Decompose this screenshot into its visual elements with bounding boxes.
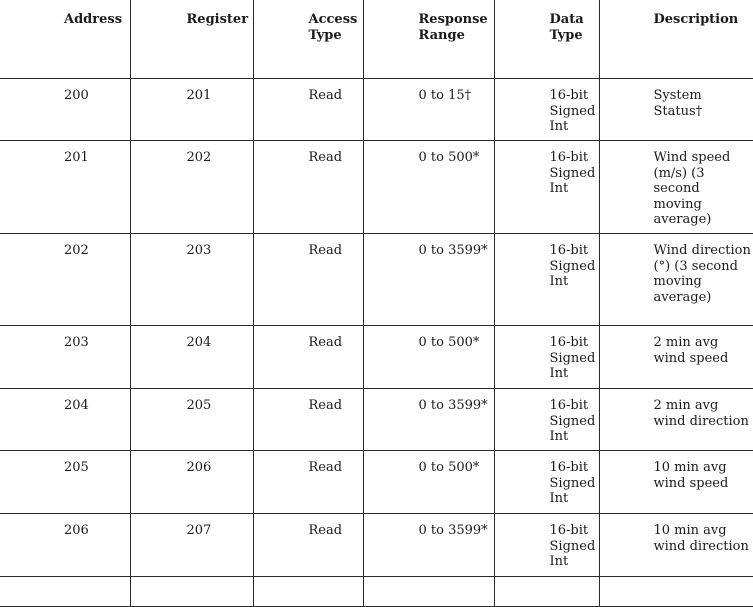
table-row [0, 514, 753, 577]
cell-empty [363, 577, 494, 607]
cell-response-range: 0 to 3599* [363, 389, 494, 451]
cell-response-range: 0 to 500* [363, 451, 494, 514]
cell-response-range: 0 to 500* [363, 141, 494, 234]
cell-response-range: 0 to 15† [363, 79, 494, 141]
header-description-label: Description [600, 12, 753, 28]
header-description [599, 0, 753, 79]
cell-address: 205 [0, 451, 130, 514]
header-access-line1: Access [309, 12, 358, 27]
cell-access-type: Read [253, 79, 363, 141]
header-register-label: Register [131, 12, 253, 28]
cell-address: 200 [0, 79, 130, 141]
cell-register: 201 [130, 79, 253, 141]
header-access-type [253, 0, 363, 79]
header-address-label: Address [0, 12, 130, 28]
cell-register: 203 [130, 234, 253, 326]
cell-access-type: Read [253, 451, 363, 514]
cell-data-type: 16-bit Signed Int [494, 451, 599, 514]
header-response-range [363, 0, 494, 79]
cell-data-type: 16-bit Signed Int [494, 389, 599, 451]
cell-access-type: Read [253, 234, 363, 326]
header-datatype-line2: Type [550, 28, 583, 43]
header-address [0, 0, 130, 79]
table-row [0, 451, 753, 514]
cell-description: 2 min avg wind speed [599, 326, 753, 389]
cell-register: 206 [130, 451, 253, 514]
cell-data-type: 16-bit Signed Int [494, 141, 599, 234]
cell-register: 202 [130, 141, 253, 234]
cell-data-type: 16-bit Signed Int [494, 234, 599, 326]
header-datatype-line1: Data [550, 12, 584, 27]
cell-address: 206 [0, 514, 130, 577]
table-body [0, 79, 753, 607]
cell-access-type: Read [253, 389, 363, 451]
table-row [0, 79, 753, 141]
cell-response-range: 0 to 500* [363, 326, 494, 389]
cell-address: 202 [0, 234, 130, 326]
cell-description: Wind direction (°) (3 second moving average) [599, 234, 753, 326]
cell-register: 205 [130, 389, 253, 451]
cell-register: 204 [130, 326, 253, 389]
cell-response-range: 0 to 3599* [363, 234, 494, 326]
cell-access-type: Read [253, 141, 363, 234]
cell-empty [130, 577, 253, 607]
cell-data-type: 16-bit Signed Int [494, 326, 599, 389]
cell-empty [599, 577, 753, 607]
cell-description: System Status† [599, 79, 753, 141]
table-row [0, 141, 753, 234]
header-register [130, 0, 253, 79]
header-response-line1: Response [419, 12, 488, 27]
table-row [0, 326, 753, 389]
cell-description: Wind speed (m/s) (3 second moving average) [599, 141, 753, 234]
cell-description: 10 min avg wind direction [599, 514, 753, 577]
header-data-type [494, 0, 599, 79]
cell-empty [494, 577, 599, 607]
cell-access-type: Read [253, 326, 363, 389]
cell-address: 201 [0, 141, 130, 234]
cell-description: 2 min avg wind direction [599, 389, 753, 451]
header-row [0, 0, 753, 79]
header-response-line2: Range [419, 28, 465, 43]
cell-description: 10 min avg wind speed [599, 451, 753, 514]
cell-data-type: 16-bit Signed Int [494, 514, 599, 577]
cell-data-type: 16-bit Signed Int [494, 79, 599, 141]
table-header [0, 0, 753, 79]
cell-register: 207 [130, 514, 253, 577]
header-access-line2: Type [309, 28, 342, 43]
table-row-partial [0, 577, 753, 607]
table-row [0, 234, 753, 326]
cell-empty [253, 577, 363, 607]
cell-access-type: Read [253, 514, 363, 577]
cell-address: 203 [0, 326, 130, 389]
cell-response-range: 0 to 3599* [363, 514, 494, 577]
cell-empty [0, 577, 130, 607]
cell-address: 204 [0, 389, 130, 451]
table-row [0, 389, 753, 451]
